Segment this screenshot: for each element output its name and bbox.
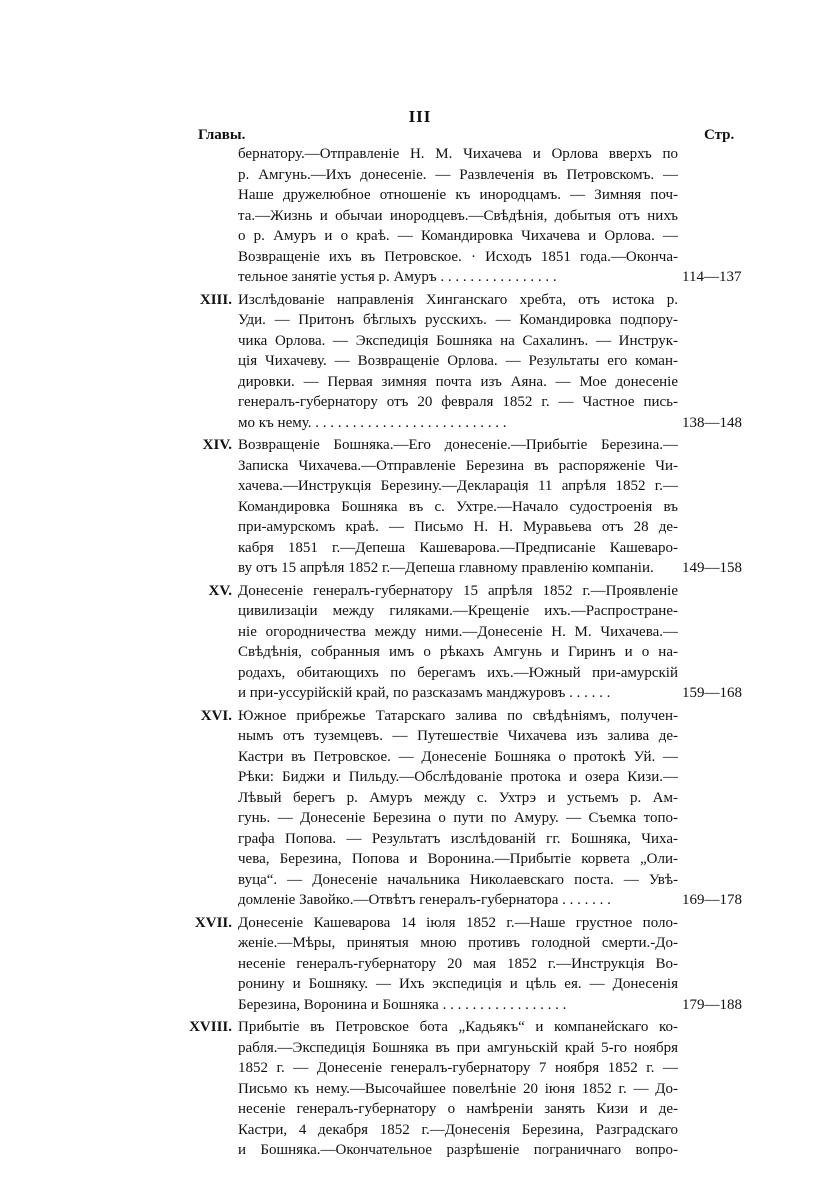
entry-line: Лѣвый берегъ р. Амуръ между с. Ухтрэ и устьемъ р. Ам-	[238, 789, 678, 806]
entry-line: Кастри, 4 декабря 1852 г.—Донесенія Березина, Разградскаго	[238, 1121, 678, 1138]
entry-line: 1852 г. — Донесеніе генералъ-губернатору 7 ноября 1852 г. —	[238, 1060, 678, 1076]
entry-line: дировки. — Первая зимняя почта изъ Аяна. — Мое донесеніе	[238, 373, 678, 390]
entry-line: рабля.—Экспедиція Бошняка въ при амгуньскій край 5-го ноября	[238, 1039, 678, 1056]
page-range: 149—158	[682, 560, 742, 576]
entry-line: генералъ-губернатору отъ 20 февраля 1852 г. — Частное пись-	[238, 394, 678, 410]
entry-line: ція Чихачеву. — Возвращеніе Орлова. — Результаты его коман-	[238, 353, 678, 369]
chapter-number: XVII.	[194, 914, 232, 931]
chapter-number: XV.	[208, 582, 232, 599]
entry-line: чика Орлова. — Экспедиція Бошняка на Сахалинъ. — Инструк-	[238, 332, 678, 349]
entry-line: р. Амгунь.—Ихъ донесеніе. — Развлеченія въ Петровскомъ. —	[238, 166, 678, 183]
entry-line: графа Попова. — Результатъ изслѣдованій гг. Бошняка, Чиха-	[238, 830, 678, 847]
entry-line: Наше дружелюбное отношеніе къ инородцамъ. — Зимняя поч-	[238, 187, 678, 203]
entry-line: ніе огородничества между ними.—Донесеніе Н. М. Чихачева.—	[238, 623, 678, 640]
entry-line: домленіе Завойко.—Отвѣтъ генералъ-губернатора . . . . . . .	[238, 892, 611, 908]
table-of-contents	[0, 144, 840, 1163]
entry-line: родахъ, обитающихъ по берегамъ ихъ.—Южный при-амурскій	[238, 664, 678, 681]
entry-line: Свѣдѣнія, собранныя имъ о рѣкахъ Амгунь и Гиринъ и о на-	[238, 644, 678, 660]
entry-line: ронину и Бошняку. — Ихъ экспедиція и цѣль ея. — Донесенія	[238, 976, 678, 992]
entry-line: бернатору.—Отправленіе Н. М. Чихачева и Орлова вверхъ по	[238, 146, 678, 162]
entry-line: Письмо къ нему.—Высочайшее повелѣніе 20 іюня 1852 г. — До-	[238, 1080, 678, 1097]
toc-entry	[0, 290, 840, 434]
entry-line: женіе.—Мѣры, принятыя мною противъ голодной смерти.-До-	[238, 935, 678, 951]
entry-line: о р. Амуръ и о краѣ. — Командировка Чихачева и Орлова. —	[238, 228, 678, 244]
entry-line: и при-уссурійскій край, по разсказамъ манджуровъ . . . . . .	[238, 685, 611, 701]
chapters-column-header: Главы.	[198, 127, 246, 143]
entry-line: Донесеніе генералъ-губернатору 15 апрѣля 1852 г.—Проявленіе	[238, 582, 678, 599]
entry-line: Возвращеніе Бошняка.—Его донесеніе.—Прибытіе Березина.—	[238, 437, 678, 453]
chapter-number: XVIII.	[189, 1019, 232, 1035]
entry-line: чева, Березина, Попова и Воронина.—Прибытіе корвета „Оли-	[238, 851, 678, 867]
toc-entry	[0, 1017, 840, 1161]
page-number: III	[408, 107, 432, 126]
pages-column-header: Стр.	[704, 127, 735, 143]
entry-line: Возвращеніе ихъ въ Петровское. · Исходъ 1851 года.—Оконча-	[238, 248, 678, 265]
entry-line: тельное занятіе устья р. Амуръ . . . . . . . . . . . . . . . .	[238, 269, 557, 285]
toc-entry	[0, 144, 840, 288]
entry-line: ву отъ 15 апрѣля 1852 г.—Депеша главному правленію компаніи.	[238, 560, 654, 576]
entry-line: Уди. — Притонъ бѣглыхъ русскихъ. — Командировка подпору-	[238, 312, 678, 328]
entry-line: цивилизаціи между гиляками.—Крещеніе ихъ.—Распростране-	[238, 603, 678, 619]
toc-entry	[0, 706, 840, 911]
chapter-number: XIV.	[202, 437, 232, 453]
entry-line: та.—Жизнь и обычаи инородцевъ.—Свѣдѣнія, добытыя отъ нихъ	[238, 207, 678, 224]
entry-line: нымъ отъ туземцевъ. — Путешествіе Чихачева изъ залива де-	[238, 728, 678, 744]
entry-line: Изслѣдованіе направленія Хинганскаго хребта, отъ истока р.	[238, 291, 678, 308]
page-range: 138—148	[682, 414, 742, 431]
chapter-number: XVI.	[200, 707, 232, 724]
entry-line: Березина, Воронина и Бошняка . . . . . . . . . . . . . . . . .	[238, 996, 567, 1013]
entry-line: Прибытіе въ Петровское бота „Кадьякъ“ и компанейскаго ко-	[238, 1019, 678, 1035]
page-range: 169—178	[682, 892, 742, 908]
entry-line: гунь. — Донесеніе Березина о пути по Амуру. — Съемка топо-	[238, 810, 678, 826]
entry-line: при-амурскомъ краѣ. — Письмо Н. Н. Муравьева отъ 28 де-	[238, 519, 678, 535]
entry-line: вуца“. — Донесеніе начальника Николаевскаго поста. — Увѣ-	[238, 871, 678, 888]
entry-line: Командировка Бошняка въ с. Ухтре.—Начало судостроенія въ	[238, 498, 678, 515]
page-range: 159—168	[682, 685, 742, 701]
chapter-number: XIII.	[199, 291, 232, 308]
entry-line: несеніе генералъ-губернатору 20 мая 1852 г.—Инструкція Во-	[238, 955, 678, 972]
entry-line: Южное прибрежье Татарскаго залива по свѣдѣніямъ, получен-	[238, 707, 678, 724]
page-range: 114—137	[682, 269, 742, 285]
entry-line: хачева.—Инструкція Березину.—Декларація 11 апрѣля 1852 г.—	[238, 478, 678, 494]
entry-line: кабря 1851 г.—Депеша Кашеварова.—Предписаніе Кашеваро-	[238, 539, 678, 556]
entry-line: Записка Чихачева.—Отправленіе Березина въ распоряженіе Чи-	[238, 457, 678, 474]
entry-line: мо къ нему. . . . . . . . . . . . . . . . . . . . . . . . . . .	[238, 414, 507, 431]
page-range: 179—188	[682, 996, 742, 1013]
toc-entry	[0, 435, 840, 579]
entry-line: несеніе генералъ-губернатору о намѣреніи занять Кизи и де-	[238, 1101, 678, 1117]
toc-entry	[0, 581, 840, 704]
entry-line: Рѣки: Биджи и Пильду.—Обслѣдованіе протока и озера Кизи.—	[238, 769, 678, 785]
toc-entry	[0, 913, 840, 1016]
entry-line: и Бошняка.—Окончательное разрѣшеніе пограничнаго вопро-	[238, 1142, 678, 1158]
entry-line: Кастри въ Петровское. — Донесеніе Бошняка о протокѣ Уй. —	[238, 748, 678, 765]
entry-line: Донесеніе Кашеварова 14 іюля 1852 г.—Наше грустное поло-	[238, 914, 678, 931]
